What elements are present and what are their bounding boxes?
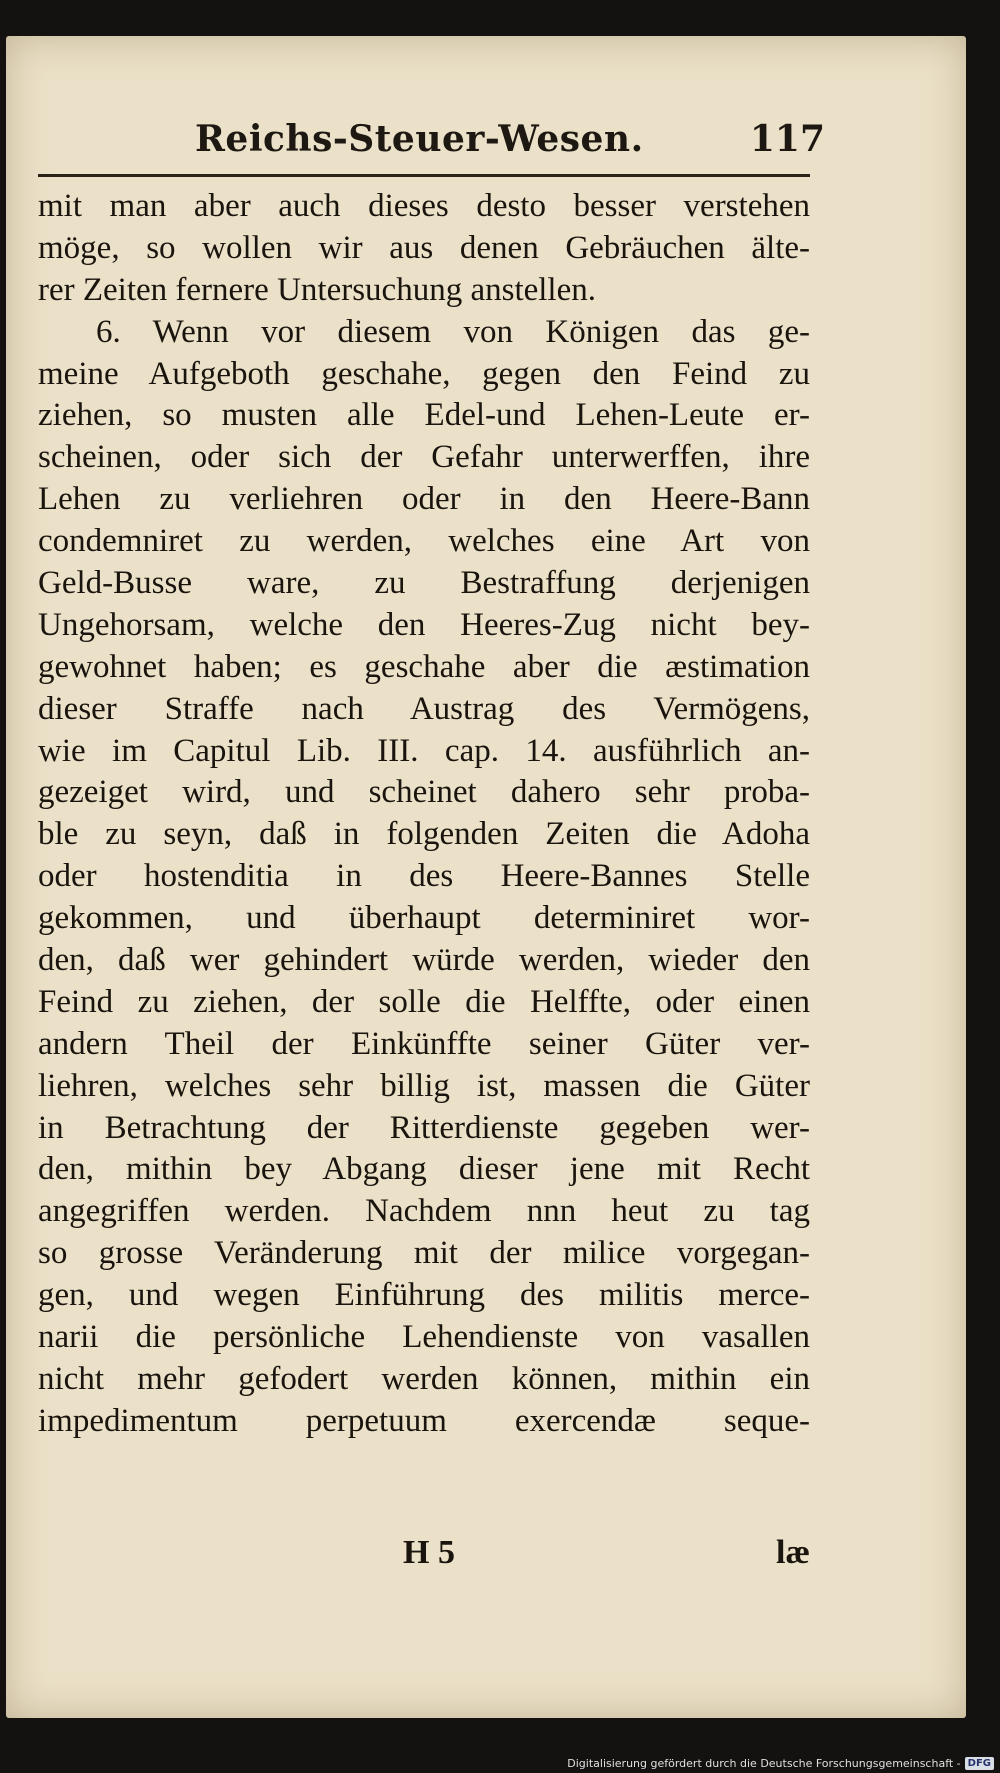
credit-text: Digitalisierung gefördert durch die Deutsche Forschungsgemeinschaft - bbox=[567, 1757, 961, 1770]
text-line: Ungehorsam, welche den Heeres-Zug nicht bey- bbox=[38, 606, 810, 643]
text-line: den, mithin bey Abgang dieser jene mit Recht bbox=[38, 1151, 810, 1188]
text-line: gekommen, und überhaupt determiniret wor- bbox=[38, 900, 810, 937]
text-line: scheinen, oder sich der Gefahr unterwerffen, ihre bbox=[38, 439, 810, 476]
text-line: oder hostenditia in des Heere-Bannes Stelle bbox=[38, 858, 810, 895]
signature-mark: H 5 bbox=[403, 1534, 455, 1571]
running-head: Reichs-Steuer-Wesen. bbox=[195, 118, 644, 160]
text-line: impedimentum perpetuum exercendæ seque- bbox=[38, 1402, 810, 1439]
text-line: angegriffen werden. Nachdem nnn heut zu tag bbox=[38, 1193, 810, 1230]
text-line: 6. Wenn vor diesem von Königen das ge- bbox=[96, 313, 810, 350]
digitization-credit bbox=[567, 1757, 994, 1770]
text-line: condemniret zu werden, welches eine Art von bbox=[38, 523, 810, 560]
text-line: Lehen zu verliehren oder in den Heere-Bann bbox=[38, 481, 810, 518]
text-line: mit man aber auch dieses desto besser verstehen bbox=[38, 188, 810, 224]
text-line: meine Aufgeboth geschahe, gegen den Feind zu bbox=[38, 355, 810, 392]
text-line: narii die persönliche Lehendienste von vasallen bbox=[38, 1319, 810, 1356]
header-rule bbox=[38, 174, 810, 177]
page-footer bbox=[38, 1534, 810, 1579]
dfg-logo: DFG bbox=[965, 1757, 994, 1770]
body-text bbox=[38, 186, 810, 1443]
text-line: so grosse Veränderung mit der milice vorgegan- bbox=[38, 1235, 810, 1272]
text-line: den, daß wer gehindert würde werden, wieder den bbox=[38, 942, 810, 979]
text-line: ble zu seyn, daß in folgenden Zeiten die Adoha bbox=[38, 816, 810, 853]
text-line: möge, so wollen wir aus denen Gebräuchen älte- bbox=[38, 229, 810, 266]
text-line: ziehen, so musten alle Edel-und Lehen-Leute er- bbox=[38, 397, 810, 434]
text-line: andern Theil der Einkünffte seiner Güter ver- bbox=[38, 1025, 810, 1062]
text-line: dieser Straffe nach Austrag des Vermögens, bbox=[38, 690, 810, 727]
text-line: gen, und wegen Einführung des militis merce- bbox=[38, 1277, 810, 1314]
text-line: Geld-Busse ware, zu Bestraffung derjenigen bbox=[38, 565, 810, 602]
text-line: liehren, welches sehr billig ist, massen die Güter bbox=[38, 1067, 810, 1104]
catchword: læ bbox=[776, 1534, 810, 1571]
text-line: rer Zeiten fernere Untersuchung anstellen. bbox=[38, 271, 596, 308]
text-line: in Betrachtung der Ritterdienste gegeben wer- bbox=[38, 1109, 810, 1146]
text-line: nicht mehr gefodert werden können, mithin ein bbox=[38, 1360, 810, 1397]
page-header bbox=[195, 118, 825, 168]
text-line: gewohnet haben; es geschahe aber die æstimation bbox=[38, 648, 810, 685]
text-line: gezeiget wird, und scheinet dahero sehr proba- bbox=[38, 774, 810, 811]
page-number: 117 bbox=[749, 118, 825, 160]
text-line: Feind zu ziehen, der solle die Helffte, oder einen bbox=[38, 983, 810, 1020]
text-line: wie im Capitul Lib. III. cap. 14. ausführlich an- bbox=[38, 732, 810, 769]
